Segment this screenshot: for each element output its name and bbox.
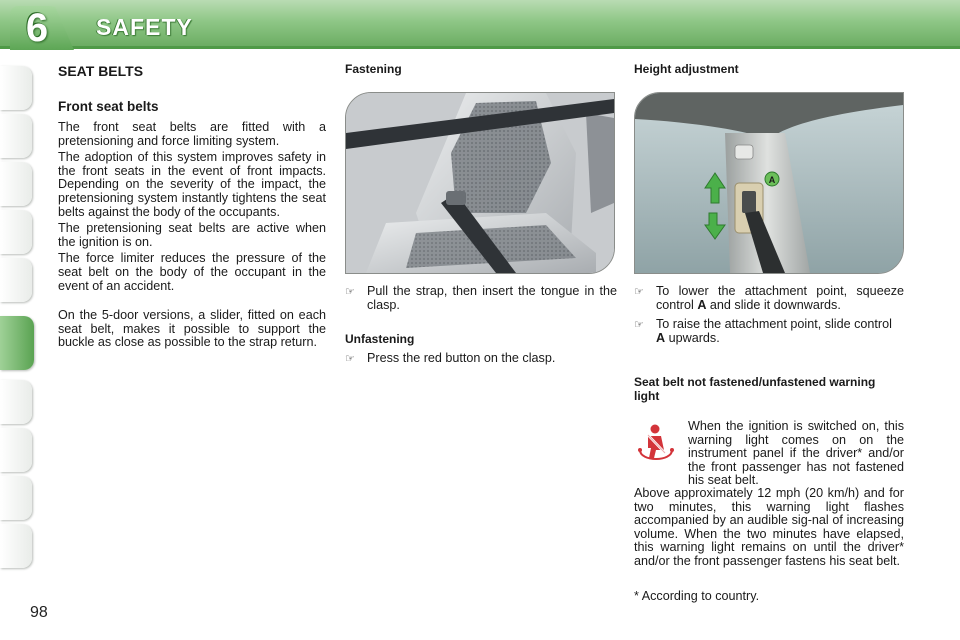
page-number: 98 <box>30 604 48 621</box>
seat-belt-photo <box>345 92 615 274</box>
unfastening-title: Unfastening <box>345 332 415 347</box>
header-rule <box>0 46 960 49</box>
pointing-hand-icon: ☞ <box>345 286 355 298</box>
side-tab-3[interactable] <box>0 162 32 206</box>
fastening-title: Fastening <box>345 62 402 76</box>
subsection-title: Front seat belts <box>58 99 159 114</box>
raise-step: ☞ To raise the attachment point, slide control A upwards. <box>634 317 892 345</box>
pointing-hand-icon: ☞ <box>345 353 355 366</box>
lower-step: ☞ To lower the attachment point, squeeze control A and slide it downwards. <box>634 284 904 312</box>
seat-illustration <box>346 93 614 273</box>
height-adjustment-title: Height adjustment <box>634 62 739 76</box>
side-tab-2[interactable] <box>0 114 32 158</box>
paragraph-4: The force limiter reduces the pressure of the seat belt on the body of the occupant in the event of an accident. <box>58 251 326 293</box>
pointing-hand-icon: ☞ <box>634 286 644 298</box>
middle-column <box>345 62 617 76</box>
side-tab-6-active[interactable] <box>0 316 34 370</box>
fastening-step: ☞ Pull the strap, then insert the tongue in the clasp. <box>345 284 617 312</box>
height-instructions <box>634 285 904 403</box>
unfastening-step: ☞ Press the red button on the clasp. <box>345 351 556 366</box>
side-tab-8[interactable] <box>0 428 32 472</box>
paragraph-1: The front seat belts are fitted with a pretensioning and force limiting system. <box>58 120 326 148</box>
warning-description: When the ignition is switched on, this warning light comes on on the instrument panel if the driver* and/or the front passenger has not fastened his seat belt. <box>688 419 904 488</box>
height-adjustment-photo <box>634 92 904 274</box>
side-tab-5[interactable] <box>0 258 32 302</box>
warning-details: Above approximately 12 mph (20 km/h) and for two minutes, this warning light flashes accompanied by an audible sig-nal of increasing volume. When the two minutes have elapsed, this warning light remains on until the driver* and/or the front passenger fastens his seat belt. * According to country. <box>634 486 904 603</box>
pillar-illustration <box>635 93 903 273</box>
right-column <box>634 62 904 76</box>
side-tab-9[interactable] <box>0 476 32 520</box>
seat-belt-warning-icon <box>634 420 680 466</box>
paragraph-5: On the 5-door versions, a slider, fitted on each seat belt, makes it possible to support the buckle as close as possible to the strap return. <box>58 308 326 350</box>
paragraph-2: The adoption of this system improves safety in the front seats in the event of front impacts. Depending on the severity of the impact, the pretensioning system instantly tightens the seat belts against the body of the occupants. <box>58 150 326 219</box>
fastening-instructions <box>345 285 617 367</box>
control-a-label: A <box>768 175 776 185</box>
chapter-number: 6 <box>25 6 49 50</box>
page-title: SAFETY <box>96 14 193 40</box>
paragraph-3: The pretensioning seat belts are active when the ignition is on. <box>58 221 326 249</box>
warning-light-title: Seat belt not fastened/unfastened warning light <box>634 375 876 404</box>
side-tab-10[interactable] <box>0 524 32 568</box>
chapter-side-tabs <box>0 66 34 576</box>
side-tab-1[interactable] <box>0 66 32 110</box>
section-title: SEAT BELTS <box>58 63 144 79</box>
side-tab-7[interactable] <box>0 380 32 424</box>
pointing-hand-icon: ☞ <box>634 319 644 332</box>
side-tab-4[interactable] <box>0 210 32 254</box>
left-column <box>58 63 326 350</box>
footnote: * According to country. <box>634 588 760 603</box>
